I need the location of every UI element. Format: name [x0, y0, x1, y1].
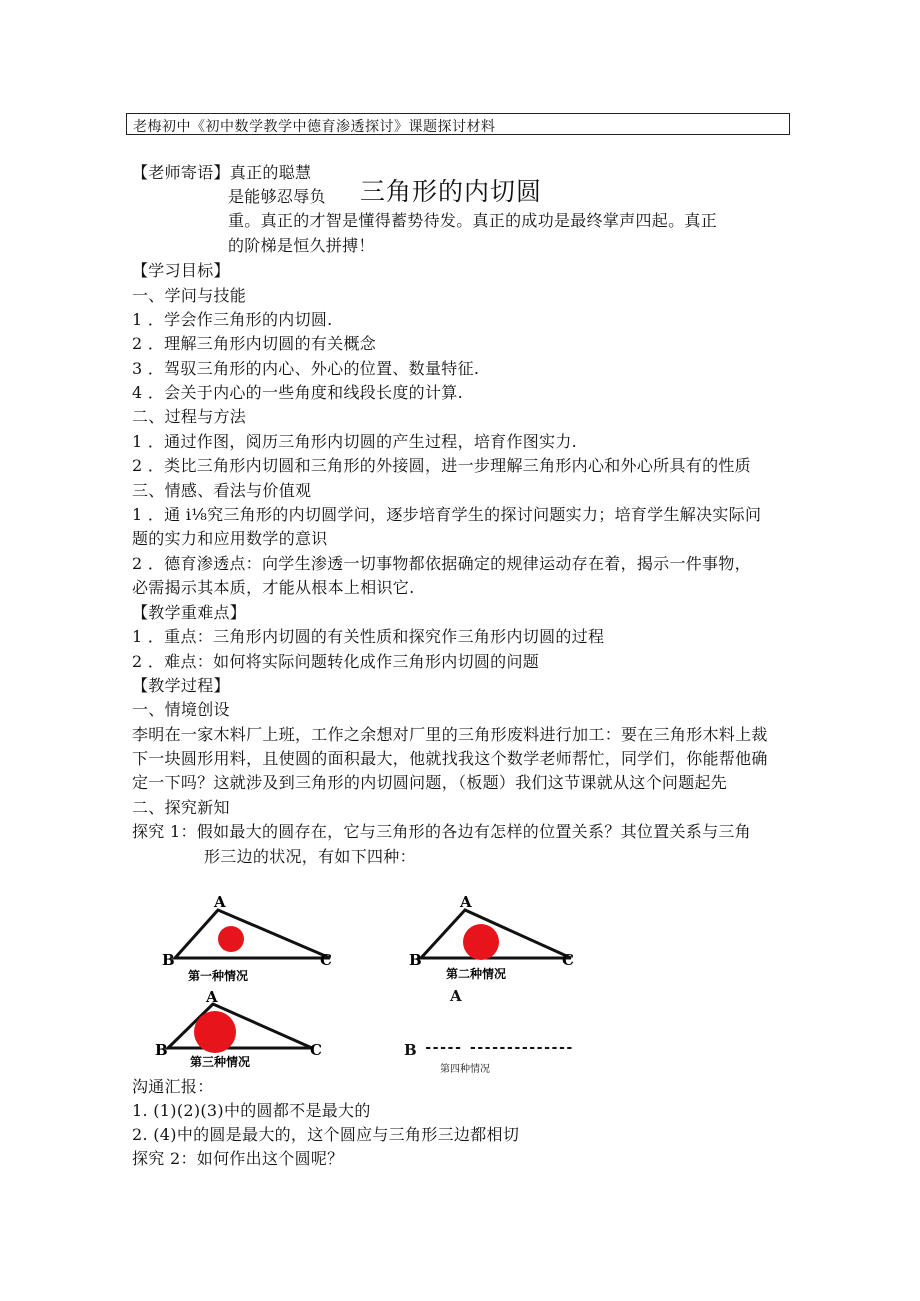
goals-s1-item: 1 ．学会作三角形的内切圆.	[132, 310, 333, 329]
fig4-vertex-a-label: A	[450, 987, 462, 1005]
vertex-c-label: C	[562, 951, 574, 969]
motto-line-2: 是能够忍辱负	[228, 187, 326, 206]
inscribed-circle	[218, 926, 244, 952]
caption-case-2: 第二种情况	[446, 967, 507, 981]
goals-s1-item: 4 ．会关于内心的一些角度和线段长度的计算.	[132, 383, 463, 402]
vertex-b-label: B	[155, 1041, 168, 1059]
difficulties-heading: 【教学重难点】	[132, 603, 247, 622]
process-s1-heading: 一、情境创设	[132, 700, 230, 719]
report-item: 2. (4)中的圆是最大的，这个圆应与三角形三边都相切	[132, 1125, 520, 1144]
triangle	[175, 910, 330, 958]
goals-s3-item: 题的实力和应用数学的意识	[132, 529, 328, 548]
difficulty-item: 1 ．重点：三角形内切圆的有关性质和探究作三角形内切圆的过程	[132, 627, 605, 646]
goals-s2-item: 1 ．通过作图，阅历三角形内切圆的产生过程，培育作图实力.	[132, 432, 578, 451]
process-paragraph: 定一下吗？这就涉及到三角形的内切圆问题，（板题）我们这节课就从这个问题起先	[132, 773, 728, 792]
page-title: 三角形的内切圆	[360, 177, 543, 206]
inscribed-circle	[463, 924, 499, 960]
fig4-dashed-line: ----- --------------	[424, 1040, 573, 1056]
vertex-a-label: A	[214, 893, 226, 911]
caption-case-3: 第三种情况	[190, 1055, 251, 1069]
explore1-line: 形三边的状况，有如下四种：	[204, 847, 416, 866]
vertex-c-label: C	[320, 951, 332, 969]
vertex-b-label: B	[162, 951, 175, 969]
figure-case-1	[160, 892, 345, 992]
explore2-line: 探究 2：如何作出这个圆呢？	[132, 1149, 344, 1168]
figure-case-2	[406, 892, 591, 992]
goals-s2-item: 2 ．类比三角形内切圆和三角形的外接圆，进一步理解三角形内心和外心所具有的性质	[132, 456, 751, 475]
report-item: 1. (1)(2)(3)中的圆都不是最大的	[132, 1101, 371, 1120]
header-text: 老梅初中《初中数学教学中德育渗透探讨》课题探讨材料	[133, 119, 496, 135]
report-heading: 沟通汇报：	[132, 1077, 214, 1096]
process-s2-heading: 二、探究新知	[132, 798, 230, 817]
difficulty-item: 2 ．难点：如何将实际问题转化成作三角形内切圆的问题	[132, 652, 540, 671]
motto-line-1: 【老师寄语】真正的聪慧	[132, 163, 312, 182]
goals-s1-item: 3 ．驾驭三角形的内心、外心的位置、数量特征.	[132, 359, 480, 378]
goals-s1-item: 2 ．理解三角形内切圆的有关概念	[132, 334, 377, 353]
fig4-vertex-b-label: B	[404, 1041, 417, 1059]
goals-s3-item: 1 ．通 i⅛究三角形的内切圆学问，逐步培育学生的探讨问题实力；培育学生解决实际问	[132, 505, 762, 524]
vertex-c-label: C	[310, 1041, 322, 1059]
vertex-b-label: B	[409, 951, 422, 969]
header-box	[126, 113, 790, 135]
inscribed-circle	[194, 1011, 236, 1053]
explore1-line: 探究 1：假如最大的圆存在，它与三角形的各边有怎样的位置关系？其位置关系与三角	[132, 822, 751, 841]
process-paragraph: 下一块圆形用料，且使圆的面积最大，他就找我这个数学老师帮忙，同学们，你能帮他确	[132, 749, 768, 768]
caption-case-4: 第四种情况	[440, 1064, 490, 1075]
motto-line-3: 重。真正的才智是懂得蓄势待发。真正的成功是最终掌声四起。真正	[228, 211, 718, 230]
goals-heading: 【学习目标】	[132, 261, 230, 280]
vertex-a-label: A	[460, 893, 472, 911]
vertex-a-label: A	[206, 988, 218, 1006]
goals-s1-heading: 一、学问与技能	[132, 286, 247, 305]
goals-s3-item: 必需揭示其本质，才能从根本上相识它.	[132, 578, 415, 597]
caption-case-1: 第一种情况	[188, 969, 249, 983]
process-paragraph: 李明在一家木料厂上班，工作之余想对厂里的三角形废料进行加工：要在三角形木料上裁	[132, 725, 768, 744]
process-heading: 【教学过程】	[132, 676, 230, 695]
goals-s2-heading: 二、过程与方法	[132, 407, 247, 426]
goals-s3-item: 2 ．德育渗透点：向学生渗透一切事物都依据确定的规律运动存在着，揭示一件事物，	[132, 554, 751, 573]
triangle	[168, 1004, 312, 1048]
motto-line-4: 的阶梯是恒久拼搏！	[228, 236, 375, 255]
figure-case-3	[152, 988, 337, 1072]
goals-s3-heading: 三、情感、看法与价值观	[132, 481, 312, 500]
